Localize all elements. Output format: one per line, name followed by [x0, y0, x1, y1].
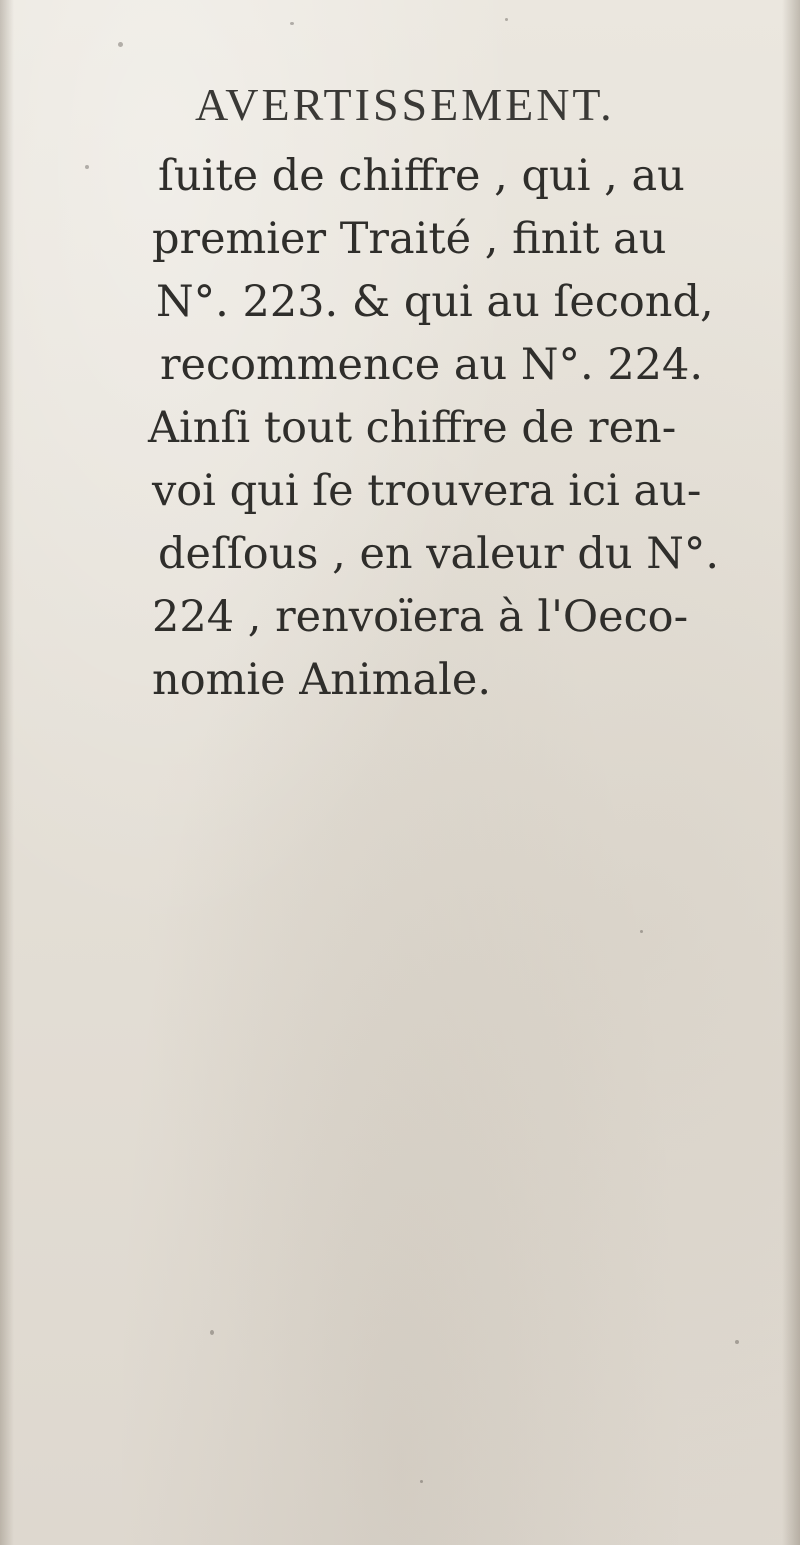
text-line: voi qui ſe trouvera ici au-: [152, 466, 702, 516]
text-line: premier Traité , finit au: [152, 214, 667, 264]
text-line: ſuite de chiffre , qui , au: [158, 151, 685, 201]
paper-speck: [210, 1330, 214, 1335]
text-line: N°. 223. & qui au ſecond,: [156, 277, 714, 327]
paper-speck: [420, 1480, 423, 1483]
paper-speck: [735, 1340, 739, 1344]
text-line: recommence au N°. 224.: [160, 340, 704, 390]
page-heading: AVERTISSEMENT.: [195, 79, 615, 130]
paper-speck: [290, 22, 294, 25]
page-edge-shadow-left: [0, 0, 14, 1545]
text-line: deſſous , en valeur du N°.: [158, 529, 719, 579]
text-line: nomie Animale.: [152, 655, 492, 705]
text-line: Ainſi tout chiffre de ren-: [148, 403, 677, 453]
paper-speck: [640, 930, 643, 933]
text-line: 224 , renvoïera à l'Oeco-: [152, 592, 689, 642]
paper-speck: [85, 165, 89, 169]
paper-speck: [505, 18, 508, 21]
paper-speck: [118, 42, 123, 47]
body-text: [148, 145, 788, 712]
